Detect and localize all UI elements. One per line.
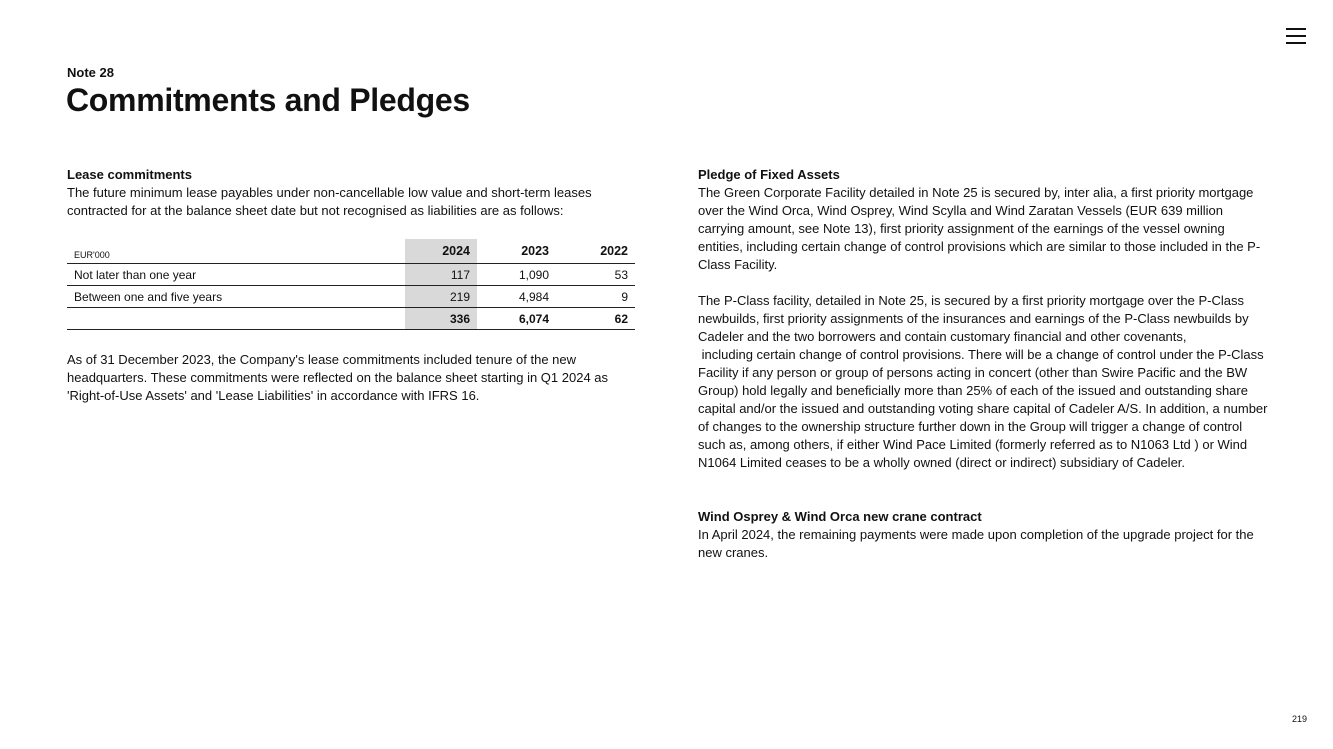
pledge-paragraph-2: The P-Class facility, detailed in Note 25, is secured by a first priority mortgage over the P-Class newbuilds, first priority assignments of the insurances and earnings of the P-Class newbuilds by Cadeler and the two borrowers and contain customary financial and other covenants, [698,293,1249,344]
table-cell: 219 [405,286,477,308]
pledge-paragraph-3: including certain change of control provisions. There will be a change of control under the P-Class Facility if any person or group of persons acting in concert (other than Swire Pacific and the BW Group) hold legally and beneficially more than 25% of each of the issued and outstanding share capital and/or the issued and outstanding voting share capital of Cadeler A/S. In addition, a number of changes to the ownership structure further down in the Group will trigger a change of control such as, among others, if either Wind Pace Limited (formerly referred as to N1063 Ltd ) or Wind N1064 Limited ceases to be a wholly owned (direct or indirect) subsidiary of Cadeler. [698,347,1272,470]
lease-commitments-section [67,166,637,405]
note-label: Note 28 [67,65,114,80]
table-cell: 9 [556,286,635,308]
total-label [67,308,405,330]
page-number: 219 [1292,714,1308,724]
page-title: Commitments and Pledges [66,82,470,118]
row-label: Not later than one year [67,264,405,286]
hamburger-menu-icon[interactable] [1286,28,1306,45]
total-cell: 336 [405,308,477,330]
table-total-row [67,308,635,330]
column-header: 2024 [405,239,477,264]
unit-label: EUR'000 [67,239,405,264]
lease-note-paragraph: As of 31 December 2023, the Company's lease commitments included tenure of the new headquarters. These commitments were reflected on the balance sheet starting in Q1 2024 as 'Right-of-Use Assets' and 'Lease Liabilities' in accordance with IFRS 16. [67,352,609,403]
pledge-section [698,166,1272,562]
pledge-paragraph-1: The Green Corporate Facility detailed in Note 25 is secured by, inter alia, a first priority mortgage over the Wind Orca, Wind Osprey, Wind Scylla and Wind Zaratan Vessels (EUR 639 million carrying amount, see Note 13), first priority assignment of the earnings of the vessel owning entities, including certain change of control provisions which are similar to those included in the P-Class Facility. [698,185,1261,272]
row-label: Between one and five years [67,286,405,308]
column-header: 2023 [477,239,556,264]
table-cell: 4,984 [477,286,556,308]
lease-commitments-title: Lease commitments [67,167,192,182]
lease-commitments-table [67,239,635,330]
table-cell: 1,090 [477,264,556,286]
crane-contract-title: Wind Osprey & Wind Orca new crane contract [698,509,982,524]
table-row [67,286,635,308]
pledge-title: Pledge of Fixed Assets [698,167,840,182]
total-cell: 6,074 [477,308,556,330]
lease-intro-paragraph: The future minimum lease payables under non-cancellable low value and short-term leases contracted for at the balance sheet date but not recognised as liabilities are as follows: [67,185,592,218]
total-cell: 62 [556,308,635,330]
table-cell: 53 [556,264,635,286]
crane-contract-paragraph: In April 2024, the remaining payments were made upon completion of the upgrade project for the new cranes. [698,527,1254,560]
table-cell: 117 [405,264,477,286]
column-header: 2022 [556,239,635,264]
table-row [67,264,635,286]
table-header-row [67,239,635,264]
